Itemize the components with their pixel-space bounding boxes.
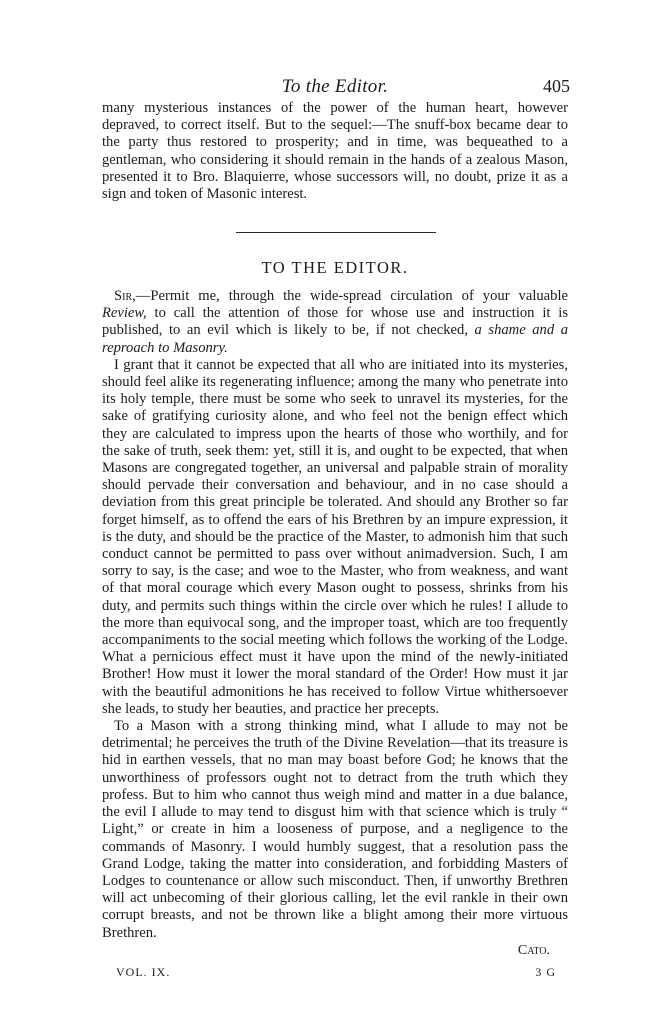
review-title: Review, — [102, 305, 147, 322]
page-footer — [116, 965, 556, 981]
signature-mark: 3 G — [535, 965, 556, 979]
intro-text-block — [102, 100, 568, 203]
emphasis-phrase: a shame and a reproach to Masonry. — [102, 322, 568, 356]
salutation: Sir, — [114, 288, 136, 304]
letter-paragraph-3: To a Mason with a strong thinking mind, what I allude to may not be detrimental; he perceives the truth of the Divine Revelation—that its treasure is hid in earthen vessels, that no man may boast before God; he knows that the unworthiness of professors ought not to detract from the truth which they profess. But to him who cannot thus weigh mind and matter in a due balance, the evil I allude to may tend to disgust him with that science which is truly “ Light,” or create in him a looseness of purpose, and a negligence to the commands of Masonry. I would humbly suggest, that a resolution pass the Grand Lodge, taking the matter into consideration, and forbidding Masters of Lodges to countenance or allow such misconduct. Then, if unworthy Brethren will act unbecoming of their glorious calling, let the evil rankle in their own corrupt breasts, and not be thrown like a blight among their more virtuous Brethren. — [102, 718, 568, 941]
letter-signature: Cato. — [517, 942, 550, 958]
volume-label: VOL. IX. — [116, 965, 171, 979]
running-title: To the Editor. — [281, 76, 389, 97]
letter-heading: TO THE EDITOR. — [261, 258, 409, 277]
page-number: 405 — [543, 76, 570, 96]
section-divider — [236, 232, 436, 233]
letter-paragraph-1-part-1: —Permit me, through the wide-spread circulation of your valuable — [135, 288, 568, 304]
intro-paragraph: many mysterious instances of the power of the human heart, however depraved, to correct itself. But to the sequel:—The snuff-box became dear to the party thus restored to prosperity; and in time, was bequeathed to a gentleman, who considering it should remain in the hands of a zealous Mason, presented it to Bro. Blaquierre, whose successors will, no doubt, prize it as a sign and token of Masonic interest. — [102, 100, 568, 203]
letter-body — [102, 288, 568, 959]
running-header — [100, 76, 570, 98]
letter-paragraph-1-part-2: to call the attention of those for whose use and instruction it is published, to an evil which is likely to be, if not checked, — [102, 305, 568, 339]
letter-paragraph-1 — [102, 288, 568, 357]
letter-paragraph-2: I grant that it cannot be expected that all who are initiated into its mysteries, should feel alike its regenerating influence; among the many who penetrate into its holy temple, there must be some who seek to unravel its mysteries, for the sake of gratifying curiosity alone, and who feel not the benign effect which they are calculated to impress upon the hearts of those who worthily, and for the sake of truth, seek them: yet, still it is, and ought to be expected, that when Masons are congregated together, an universal and palpable strain of morality should pervade their conversation and behaviour, and in no case should a deviation from this great principle be tolerated. And should any Brother so far forget himself, as to offend the ears of his Brethren by an impure expression, it is the duty, and should be the practice of the Master, to admonish him that such conduct cannot be permitted to pass over without animadversion. Such, I am sorry to say, is the case; and woe to the Master, who from weakness, and want of that moral courage which every Mason ought to possess, shrinks from his duty, and permits such things within the circle over which he rules! I allude to the more than equivocal song, and the improper toast, which are too frequently accompaniments to the social meeting which follows the working of the Lodge. What a pernicious effect must it have upon the mind of the newly-initiated Brother! How must it lower the moral standard of the Order! How must it jar with the beautiful admonitions he has received to follow Virtue whithersoever she leads, to study her beauties, and practice her precepts. — [102, 356, 568, 717]
